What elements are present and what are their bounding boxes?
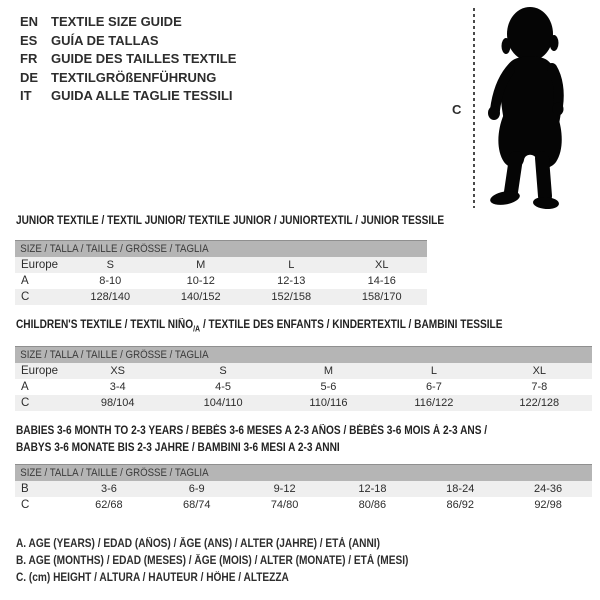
legend-line-a: A. AGE (YEARS) / EDAD (AÑOS) / ÂGE (ANS) / ALTER (JAHRE) / ETÀ (ANNI) [16,538,380,550]
height-value: 122/128 [519,397,560,409]
table-row [15,289,427,305]
table-row [15,481,592,497]
age-value: 6-7 [425,381,442,393]
language-title: GUIDE DES TAILLES TEXTILE [51,51,237,67]
language-row [20,69,236,88]
age-value: 3-6 [100,483,117,495]
language-code: DE [20,69,39,85]
height-value: 128/140 [90,291,131,303]
language-list [20,13,236,106]
table-row [15,395,592,411]
language-code: EN [20,14,39,29]
row-label: A [21,381,29,393]
age-value: 14-16 [367,275,396,287]
height-value: 110/116 [309,397,348,409]
size-value: XL [375,259,389,271]
table-row [15,273,427,289]
age-value: 9-12 [273,483,296,495]
size-header-bar [15,346,592,363]
language-code: FR [20,51,38,67]
age-value: 12-18 [358,483,387,495]
row-label: C [21,291,30,303]
height-value: 158/170 [361,291,402,303]
title-line: BABIES 3-6 MONTH TO 2-3 YEARS / BEBÉS 3-6 MESES A 2-3 AÑOS / BÉBÉS 3-6 MOIS À 2-3 ANS / [16,425,488,437]
size-header-bar [15,240,427,257]
row-label: Europe [21,259,59,271]
size-value: XL [532,365,547,377]
toddler-silhouette-icon [478,4,582,212]
age-value: 24-36 [534,483,563,495]
size-value: M [196,259,206,271]
language-row [20,13,236,32]
language-title: TEXTILGRÖßENFÜHRUNG [51,69,217,85]
table-row [15,363,592,379]
title-subscript: /A [193,324,201,334]
height-value: 68/74 [182,499,211,511]
language-row [20,50,236,69]
size-header-bar [15,464,592,481]
language-title: GUÍA DE TALLAS [51,32,159,48]
babies-size-table [15,464,592,513]
language-row [20,87,236,106]
age-value: 3-4 [109,381,126,393]
height-value: 104/110 [203,397,243,409]
size-header-label: SIZE / TALLA / TAILLE / GRÖSSE / TAGLIA [20,467,209,479]
language-title: GUIDA ALLE TAGLIE TESSILI [51,88,233,104]
legend-line-c: C. (cm) HEIGHT / ALTURA / HAUTEUR / HÖHE / ALTEZZA [16,572,289,584]
language-title: TEXTILE SIZE GUIDE [51,14,182,29]
age-value: 8-10 [99,275,122,287]
size-header-label: SIZE / TALLA / TAILLE / GRÖSSE / TAGLIA [20,349,209,361]
language-code: IT [20,88,32,104]
height-value: 92/98 [534,499,562,511]
row-label: C [21,499,30,511]
junior-table-title: JUNIOR TEXTILE / TEXTIL JUNIOR/ TEXTILE JUNIOR / JUNIORTEXTIL / JUNIOR TESSILE [16,215,445,227]
size-value: M [323,365,334,377]
age-value: 7-8 [531,381,548,393]
row-label: B [21,483,29,495]
table-row [15,497,592,513]
legend-line-b: B. AGE (MONTHS) / EDAD (MESES) / ÂGE (MOIS) / ALTER (MONATE) / ETÀ (MESI) [16,555,409,567]
size-value: S [219,365,227,377]
language-code: ES [20,32,38,48]
row-label: Europe [21,365,59,377]
height-value: 152/158 [271,291,312,303]
legend [16,536,462,587]
children-table-title [16,319,502,333]
size-header-label: SIZE / TALLA / TAILLE / GRÖSSE / TAGLIA [20,243,209,255]
junior-size-table [15,240,427,305]
language-row [20,32,236,51]
age-value: 12-13 [277,275,306,287]
babies-table-title [16,423,487,457]
table-row [15,257,427,273]
title-line: BABYS 3-6 MONATE BIS 2-3 JAHRE / BAMBINI 3-6 MESI A 2-3 ANNI [16,442,340,454]
size-value: S [106,259,114,271]
height-value: 116/122 [414,397,454,409]
height-value: 62/68 [95,499,123,511]
size-value: L [430,365,437,377]
age-value: 5-6 [320,381,337,393]
height-measure-label: C [452,102,462,117]
table-row [15,379,592,395]
title-text: CHILDREN'S TEXTILE / TEXTIL NIÑO [16,319,194,331]
height-value: 98/104 [100,397,135,409]
age-value: 4-5 [215,381,232,393]
height-dashed-line [473,8,475,208]
height-value: 80/86 [358,499,387,511]
height-value: 74/80 [270,499,299,511]
age-value: 18-24 [446,483,475,495]
title-text: / TEXTILE DES ENFANTS / KINDERTEXTIL / BAMBINI TESSILE [200,319,503,331]
row-label: A [21,275,29,287]
row-label: C [21,397,30,409]
size-value: L [288,259,295,271]
age-value: 10-12 [186,275,215,287]
height-value: 86/92 [446,499,474,511]
children-size-table [15,346,592,411]
size-value: XS [110,365,126,377]
height-value: 140/152 [180,291,221,303]
age-value: 6-9 [188,483,205,495]
